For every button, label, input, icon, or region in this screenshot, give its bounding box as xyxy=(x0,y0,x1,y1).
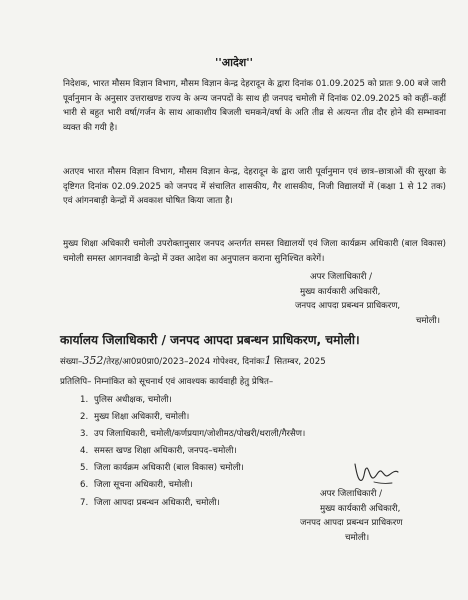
reference-number: 352 xyxy=(82,354,104,367)
signature-designation-2: मुख्य कार्यकारी अधिकारी, xyxy=(320,503,401,514)
reference-suffix: सितम्बर, 2025 xyxy=(271,357,326,367)
list-item: 3. उप जिलाधिकारी, चमोली/कर्णप्रयाग/जोशीमठ/पोखरी/थराली/गैरसैण। xyxy=(80,429,306,440)
signature-block-1 xyxy=(295,270,460,328)
reference-line xyxy=(60,354,460,367)
cc-intro: प्रतिलिपि– निम्नांकित को सूचनार्थ एवं आवश्यक कार्यवाही हेतु प्रेषित– xyxy=(60,377,274,387)
list-item: 4. समस्त खण्ड शिक्षा अधिकारी, जनपद–चमोली। xyxy=(80,446,237,457)
signature-district: चमोली। xyxy=(415,315,440,326)
signature-district: चमोली। xyxy=(345,532,370,543)
signature-block-2 xyxy=(300,487,468,545)
signature-authority: जनपद आपदा प्रबन्धन प्राधिकरण, xyxy=(295,301,401,311)
reference-day: 1 xyxy=(264,354,272,367)
signature-authority: जनपद आपदा प्रबन्धन प्राधिकरण xyxy=(300,518,403,528)
order-paragraph-2: अतएव भारत मौसम विज्ञान विभाग, मौसम विज्ञान केन्द्र, देहरादून के द्वारा जारी पूर्वानुमान एवं छात्र–छात्राओं की सुरक्षा के दृष्टिगत दिनांक 02.09.2025 को जनपद में संचालित शासकीय, गैर शासकीय, निजी विद्यालयों में (कक्षा 1 से 12 तक) एवं आंगनबाड़ी केन्द्रों में अवकाश घोषित किया जाता है। xyxy=(63,167,446,206)
list-item: 5. जिला कार्यक्रम अधिकारी (बाल विकास) चमोली। xyxy=(80,463,244,474)
list-item: 7. जिला आपदा प्रबन्धन अधिकारी, चमोली। xyxy=(80,497,220,508)
list-item: 2. मुख्य शिक्षा अधिकारी, चमोली। xyxy=(80,412,190,423)
reference-middle: /तेरह/आ0प्र0प्रा0/2023–2024 गोपेश्वर, दिनांकः xyxy=(103,357,265,367)
order-paragraph-3: मुख्य शिक्षा अधिकारी चमोली उपरोक्तानुसार जनपद अन्तर्गत समस्त विद्यालयों एवं जिला कार्यक्रम अधिकारी (बाल विकास) चमोली समस्त आगनवाडी केन्द्रो में उक्त आदेश का अनुपालन कराना सुनिश्चित करेगें। xyxy=(63,239,446,264)
order-paragraph-1: निदेशक, भारत मौसम विज्ञान विभाग, मौसम विज्ञान केन्द्र देहरादून के द्वारा दिनांक 01.09.2025 को प्रातः 9.00 बजे जारी पूर्वानुमान के अनुसार उत्तराखण्ड राज्य के अन्य जनपदों के साथ ही जनपद चमोली में दिनांक 02.09.2025 को कहीं–कहीं भारी से बहुत भारी वर्षा/गर्जन के साथ आकाशीय बिजली चमकने/वर्षा के अति तीव्र से अत्यन्त तीव्र दौर होने की सम्भावना व्यक्त की गयी है। xyxy=(63,79,446,133)
office-heading: कार्यालय जिलाधिकारी / जनपद आपदा प्रबन्धन प्राधिकरण, चमोली। xyxy=(60,333,360,347)
reference-prefix: संख्या– xyxy=(60,357,83,367)
list-item: 1. पुलिस अधीक्षक, चमोली। xyxy=(80,395,172,405)
signature-designation: अपर जिलाधिकारी / xyxy=(320,489,383,499)
signature-scribble-icon xyxy=(352,456,400,490)
cc-list xyxy=(80,392,305,512)
order-title: ''आदेश'' xyxy=(214,56,254,69)
list-item: 6. जिला सूचना अधिकारी, चमोली। xyxy=(80,480,193,491)
signature-designation-2: मुख्य कार्यकारी अधिकारी, xyxy=(300,286,381,297)
signature-designation: अपर जिलाधिकारी / xyxy=(310,272,373,282)
